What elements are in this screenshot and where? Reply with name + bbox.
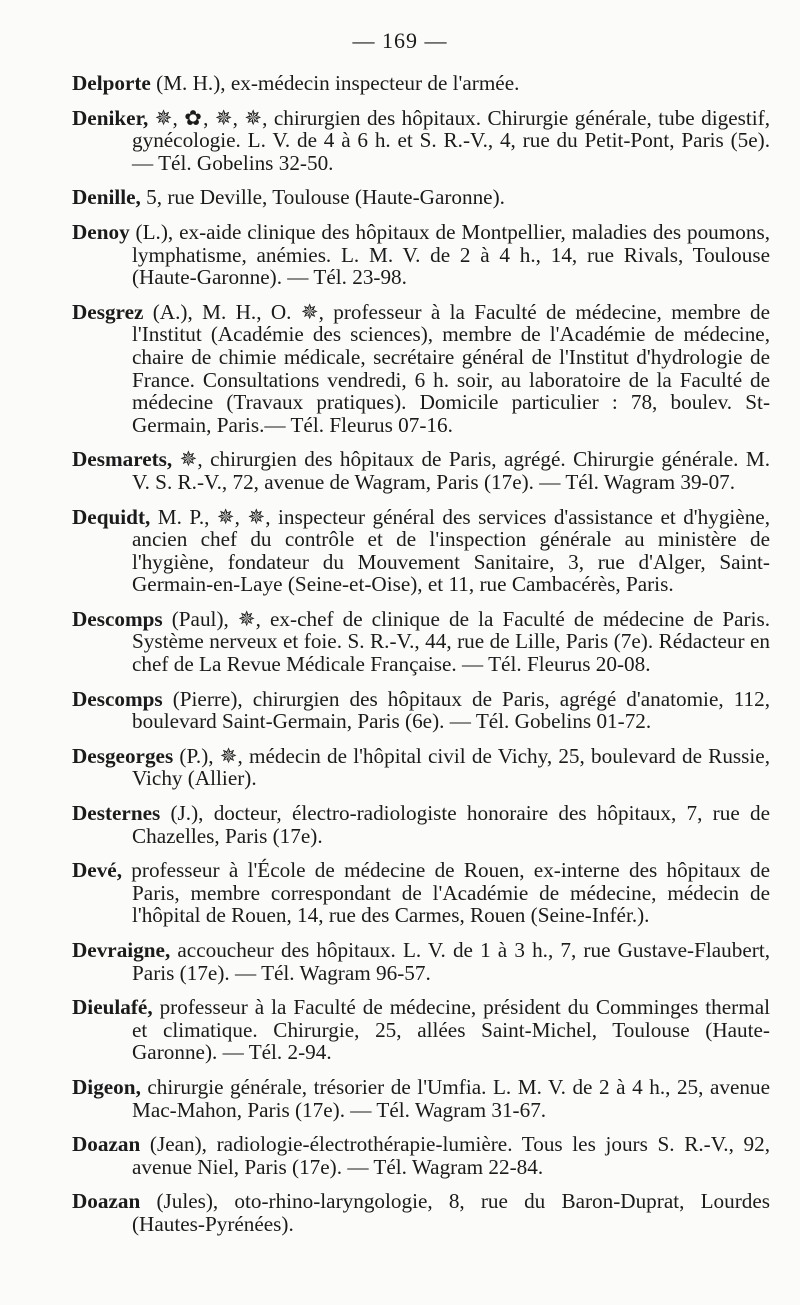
entry-name: Delporte [72, 71, 151, 95]
entry-text: (A.), M. H., O. ✵, professeur à la Faculté de médecine, membre de l'Institut (Académie des sciences), membre de l'Académie de médecine, chaire de chimie médicale, secrétaire général de l'Institut d'hydrologie de France. Consultations vendredi, 6 h. soir, au laboratoire de la Faculté de médecine (Travaux pratiques). Domicile particulier : 78, boulev. St-Germain, Paris.— Tél. Fleurus 07-16. [132, 299, 770, 437]
entry-text: (Paul), ✵, ex-chef de clinique de la Faculté de médecine de Paris. Système nerveux et foie. S. R.-V., 44, rue de Lille, Paris (7e). Rédacteur en chef de La Revue Médicale Française. — Tél. Fleurus 20-08. [132, 606, 770, 677]
entry-name: Desmarets, [72, 447, 173, 472]
entry-digeon [72, 1076, 770, 1121]
entry-doazan-jules [72, 1190, 770, 1235]
entry-descomps-pierre [72, 688, 770, 733]
entry-text: (Jules), oto-rhino-laryngologie, 8, rue du Baron-Duprat, Lourdes (Hautes-Pyrénées). [132, 1189, 770, 1236]
entry-denille [72, 186, 770, 209]
entry-desmarets [72, 448, 770, 493]
entry-text: (L.), ex-aide clinique des hôpitaux de Montpellier, maladies des poumons, lymphatisme, anémies. L. M. V. de 2 à 4 h., 14, rue Rivals, Toulouse (Haute-Garonne). — Tél. 23-98. [129, 219, 770, 290]
entry-list [72, 72, 770, 1248]
entry-text: (Jean), radiologie-électrothérapie-lumière. Tous les jours S. R.-V., 92, avenue Niel, Paris (17e). — Tél. Wagram 22-84. [132, 1132, 770, 1179]
entry-text: 5, rue Deville, Toulouse (Haute-Garonne). [140, 185, 505, 210]
entry-name: Desternes [72, 801, 161, 826]
entry-desgrez [72, 301, 770, 437]
entry-text: (M. H.), ex-médecin inspecteur de l'armée. [150, 71, 520, 95]
entry-name: Denoy [72, 219, 130, 244]
entry-deniker [72, 107, 770, 175]
entry-name: Descomps [72, 686, 163, 711]
entry-descomps-paul [72, 608, 770, 676]
entry-text: accoucheur des hôpitaux. L. V. de 1 à 3 h., 7, rue Gustave-Flaubert, Paris (17e). — Tél. Wagram 96-57. [132, 938, 770, 985]
entry-name: Denille, [72, 185, 141, 210]
entry-text: ✵, chirurgien des hôpitaux de Paris, agrégé. Chirurgie générale. M. V. S. R.-V., 72, avenue de Wagram, Paris (17e). — Tél. Wagram 39-07. [132, 447, 770, 494]
entry-delporte [72, 72, 770, 95]
entry-text: professeur à la Faculté de médecine, président du Comminges thermal et climatique. Chirurgie, 25, allées Saint-Michel, Toulouse (Haute-Garonne). — Tél. 2-94. [132, 995, 770, 1065]
entry-name: Digeon, [72, 1074, 141, 1099]
entry-text: chirurgie générale, trésorier de l'Umfia. L. M. V. de 2 à 4 h., 25, avenue Mac-Mahon, Paris (17e). — Tél. Wagram 31-67. [132, 1074, 770, 1122]
entry-denoy [72, 221, 770, 289]
page-number: — 169 — [352, 28, 448, 53]
entry-name: Doazan [72, 1189, 141, 1214]
entry-name: Deniker, [72, 105, 149, 130]
entry-devraigne [72, 939, 770, 984]
entry-text: (J.), docteur, électro-radiologiste honoraire des hôpitaux, 7, rue de Chazelles, Paris (17e). [132, 801, 770, 848]
entry-name: Desgrez [72, 299, 144, 324]
entry-name: Devraigne, [72, 938, 171, 962]
entry-name: Dequidt, [72, 504, 151, 529]
entry-name: Devé, [72, 858, 122, 883]
entry-text: (P.), ✵, médecin de l'hôpital civil de Vichy, 25, boulevard de Russie, Vichy (Allier). [132, 743, 770, 791]
entry-name: Dieulafé, [72, 995, 153, 1020]
entry-text: ✵, ✿, ✵, ✵, chirurgien des hôpitaux. Chirurgie générale, tube digestif, gynécologie. L. V. de 4 à 6 h. et S. R.-V., 4, rue du Petit-Pont, Paris (5e). — Tél. Gobelins 32-50. [132, 105, 770, 175]
entry-name: Desgeorges [72, 743, 174, 768]
entry-name: Doazan [72, 1132, 141, 1157]
entry-desgeorges [72, 745, 770, 790]
entry-text: (Pierre), chirurgien des hôpitaux de Paris, agrégé d'anatomie, 112, boulevard Saint-Germain, Paris (6e). — Tél. Gobelins 01-72. [132, 686, 770, 734]
entry-text: M. P., ✵, ✵, inspecteur général des services d'assistance et d'hygiène, ancien chef du contrôle et de l'inspection générale au ministère de l'hygiène, fondateur du Mouvement Sanitaire, 3, rue d'Alger, Saint-Germain-en-Laye (Seine-et-Oise), et 11, rue Cambacérès, Paris. [132, 504, 770, 597]
entry-dequidt [72, 506, 770, 596]
entry-dieulafe [72, 996, 770, 1064]
entry-name: Descomps [72, 606, 163, 631]
entry-text: professeur à l'École de médecine de Rouen, ex-interne des hôpitaux de Paris, membre correspondant de l'Académie de médecine, médecin de l'hôpital de Rouen, 14, rue des Carmes, Rouen (Seine-Infér.). [122, 858, 770, 928]
entry-deve [72, 859, 770, 927]
entry-doazan-jean [72, 1133, 770, 1178]
entry-desternes [72, 802, 770, 847]
